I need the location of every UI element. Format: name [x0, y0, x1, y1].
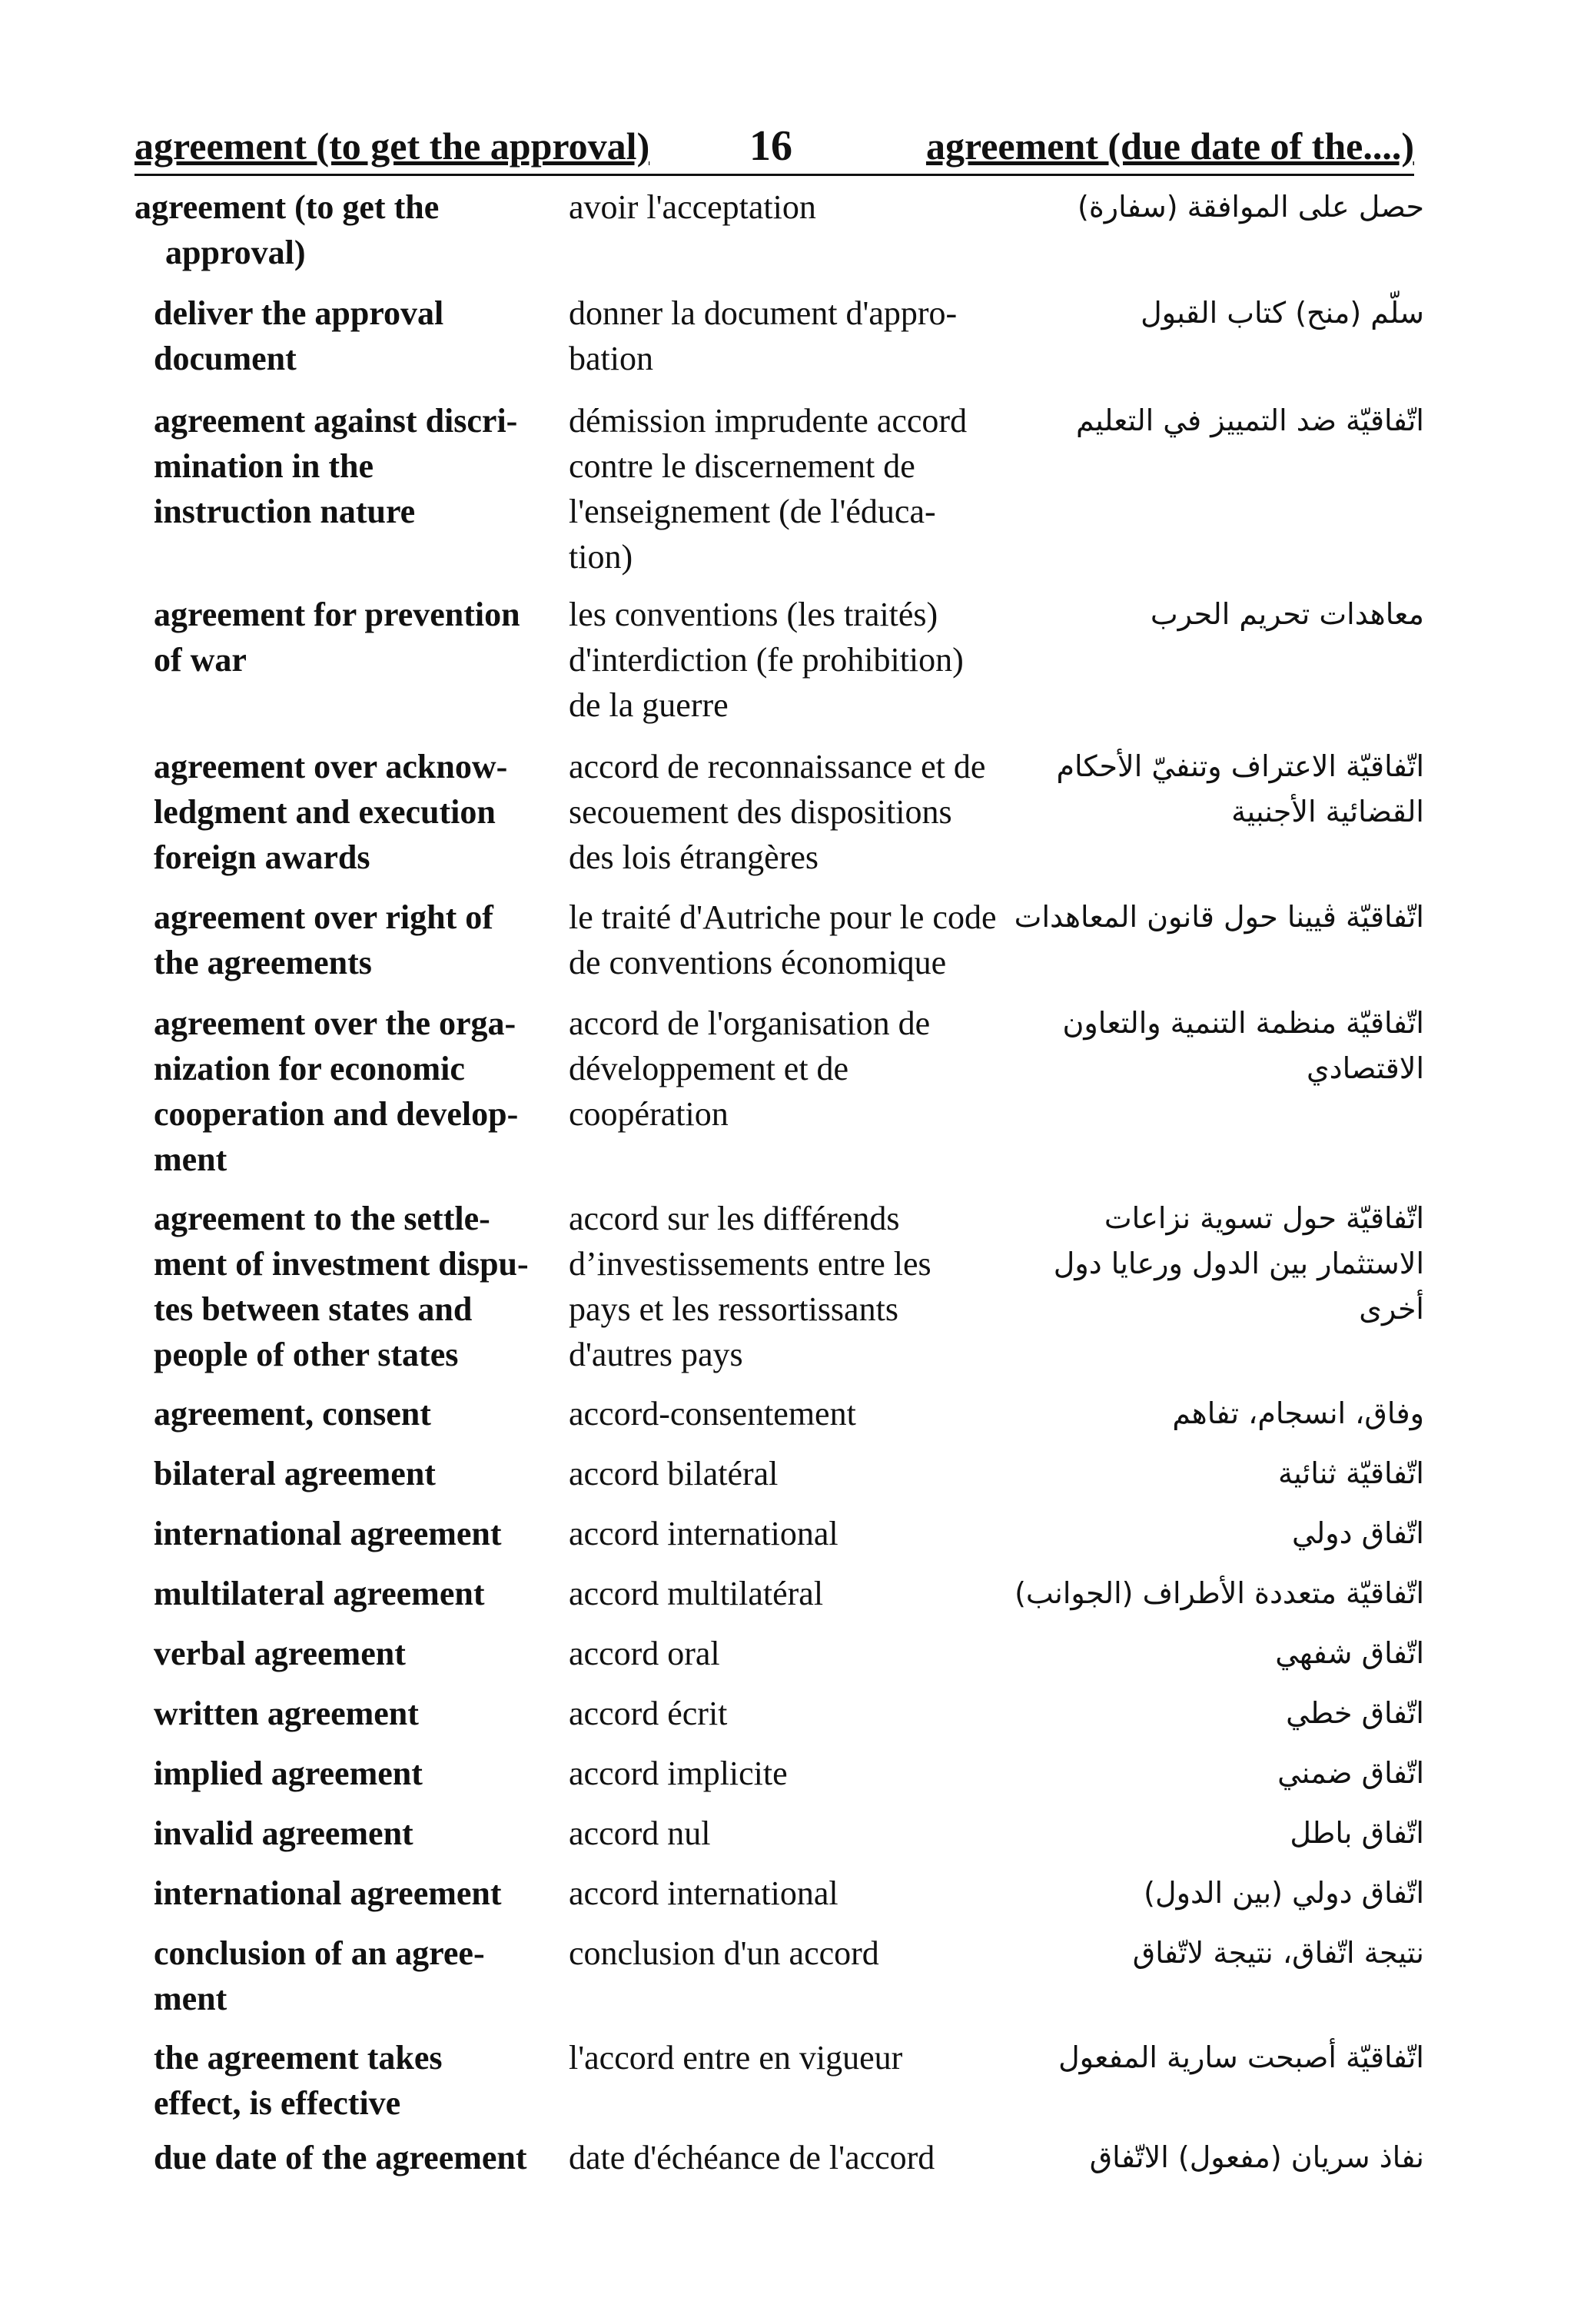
french-term: avoir l'acceptation	[569, 188, 816, 226]
header-right-guide-word: agreement (due date of the....)	[925, 124, 1414, 168]
french-term: date d'échéance de l'accord	[569, 2139, 935, 2176]
arabic-term: وفاق، انسجام، تفاهم	[1172, 1396, 1424, 1430]
page-number: 16	[749, 122, 792, 170]
english-term: agreement for prevention of war	[154, 596, 520, 679]
french-term: accord de l'organisation de développement et de coopération	[569, 1004, 931, 1133]
english-term: agreement over right of the agreements	[154, 898, 493, 981]
french-term: donner la document d'appro-bation	[569, 294, 958, 377]
english-term: conclusion of an agree-ment	[154, 1934, 485, 2017]
french-term: accord international	[569, 1874, 838, 1912]
english-term: agreement over the orga-nization for economic cooperation and develop-ment	[154, 1004, 519, 1178]
arabic-term: اتّفاقيّة منظمة التنمية والتعاون الاقتصادي	[1062, 1006, 1424, 1085]
english-term: invalid agreement	[154, 1814, 413, 1852]
english-term: implied agreement	[154, 1755, 423, 1792]
english-term: verbal agreement	[154, 1635, 406, 1672]
french-term: l'accord entre en vigueur	[569, 2039, 903, 2077]
arabic-term: معاهدات تحريم الحرب	[1150, 597, 1424, 631]
arabic-term: اتّفاقيّة الاعتراف وتنفيّ الأحكام القضائية الأجنبية	[1056, 749, 1424, 828]
french-term: accord de reconnaissance et de secouement des dispositions des lois étrangères	[569, 748, 986, 876]
french-term: accord oral	[569, 1635, 720, 1672]
english-term: international agreement	[154, 1874, 502, 1912]
arabic-term: اتّفاق دولي	[1291, 1516, 1424, 1550]
english-term: written agreement	[154, 1695, 419, 1732]
english-term: agreement against discri-mination in the instruction nature	[154, 402, 518, 530]
english-term: agreement over acknow-ledgment and execution foreign awards	[154, 748, 508, 876]
english-term: due date of the agreement	[154, 2139, 527, 2176]
arabic-term: اتّفاقيّة ڤيينا حول قانون المعاهدات	[1014, 900, 1424, 934]
english-term: bilateral agreement	[154, 1455, 436, 1492]
english-term: agreement to the settle-ment of investment dispu-tes between states and people of other states	[154, 1200, 529, 1373]
arabic-term: نفاذ سريان (مفعول) الاتّفاق	[1089, 2140, 1424, 2174]
arabic-term: اتّفاق ضمني	[1277, 1756, 1424, 1790]
french-term: le traité d'Autriche pour le code de conventions économique	[569, 898, 997, 981]
french-term: accord multilatéral	[569, 1575, 824, 1612]
header-left-guide-word: agreement (to get the approval)	[134, 124, 650, 168]
arabic-term: اتّفاقيّة أصبحت سارية المفعول	[1058, 2040, 1424, 2074]
french-term: les conventions (les traités) d'interdiction (fe prohibition) de la guerre	[569, 596, 964, 724]
french-term: démission imprudente accord contre le discernement de l'enseignement (de l'éduca-tion)	[569, 402, 968, 576]
english-term: deliver the approval document	[154, 294, 444, 377]
arabic-term: سلّم (منح) كتاب القبول	[1141, 296, 1424, 330]
arabic-term: اتّفاق باطل	[1290, 1816, 1424, 1850]
arabic-term: اتّفاق شفهي	[1275, 1636, 1424, 1670]
arabic-term: اتّفاقيّة متعددة الأطراف (الجوانب)	[1014, 1576, 1424, 1610]
english-term: agreement (to get the approval)	[134, 188, 440, 271]
english-term: agreement, consent	[154, 1395, 431, 1433]
english-term: multilateral agreement	[154, 1575, 485, 1612]
arabic-term: حصل على الموافقة (سفارة)	[1078, 190, 1424, 224]
arabic-term: اتّفاق خطي	[1286, 1696, 1424, 1730]
arabic-term: اتّفاقيّة ضد التمييز في التعليم	[1075, 403, 1424, 437]
french-term: accord sur les différends d’investissements entre les pays et les ressortissants d'autres pays	[569, 1200, 931, 1373]
arabic-term: اتّفاق دولي (بين الدول)	[1144, 1876, 1424, 1910]
french-term: accord nul	[569, 1814, 711, 1852]
french-term: accord international	[569, 1515, 838, 1552]
arabic-term: اتّفاقيّة حول تسوية نزاعات الاستثمار بين الدول ورعايا دول أخرى	[1053, 1201, 1424, 1326]
french-term: accord-consentement	[569, 1395, 856, 1433]
french-term: accord écrit	[569, 1695, 728, 1732]
english-term: the agreement takes effect, is effective	[154, 2039, 443, 2122]
french-term: accord bilatéral	[569, 1455, 779, 1492]
french-term: accord implicite	[569, 1755, 788, 1792]
french-term: conclusion d'un accord	[569, 1934, 879, 1972]
arabic-term: نتيجة اتّفاق، نتيجة لاتّفاق	[1132, 1936, 1424, 1970]
arabic-term: اتّفاقيّة ثنائية	[1277, 1456, 1424, 1490]
english-term: international agreement	[154, 1515, 502, 1552]
